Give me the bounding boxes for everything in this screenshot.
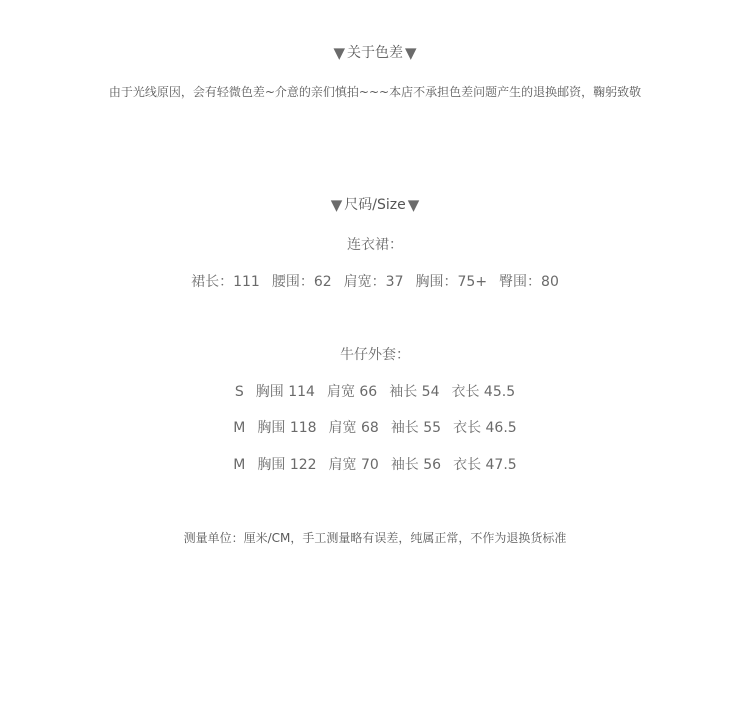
jacket-row (0, 381, 750, 401)
jacket-sleeve: 袖长 56 (390, 457, 442, 473)
color-title: 关于色差 (347, 45, 403, 61)
triangle-down-icon: ▼ (330, 196, 343, 214)
jacket-length: 衣长 45.5 (451, 384, 516, 400)
size-heading (0, 194, 750, 214)
jacket-shoulder: 肩宽 70 (328, 457, 379, 473)
dress-bust: 胸围：75+ (415, 274, 488, 290)
dress-hip: 臀围：80 (499, 274, 559, 290)
triangle-down-icon: ▼ (333, 44, 345, 62)
size-title: 尺码/Size (344, 197, 406, 213)
jacket-size: S (234, 384, 244, 400)
jacket-size: M (233, 457, 246, 473)
triangle-down-icon: ▼ (405, 44, 417, 62)
jacket-size: M (233, 420, 246, 436)
jacket-bust: 胸围 118 (257, 420, 317, 436)
dress-measurements (0, 271, 750, 291)
jacket-sleeve: 袖长 54 (389, 384, 440, 400)
jacket-length: 衣长 47.5 (453, 457, 517, 473)
dress-waist: 腰围：62 (271, 274, 332, 290)
color-note: 由于光线原因，会有轻微色差~介意的亲们慎拍~~~本店不承担色差问题产生的退换邮资，鞠躬致敬 (108, 85, 642, 99)
jacket-row (0, 417, 750, 437)
measurement-footnote: 测量单位：厘米/CM，手工测量略有误差，纯属正常，不作为退换货标准 (183, 531, 567, 545)
jacket-label: 牛仔外套： (340, 347, 410, 363)
jacket-sleeve: 袖长 55 (390, 420, 442, 436)
color-heading (0, 42, 750, 62)
jacket-shoulder: 肩宽 66 (326, 384, 378, 400)
triangle-down-icon: ▼ (407, 196, 420, 214)
dress-label: 连衣裙： (347, 237, 403, 253)
jacket-length: 衣长 46.5 (453, 420, 517, 436)
jacket-bust: 胸围 114 (255, 384, 315, 400)
jacket-bust: 胸围 122 (257, 457, 317, 473)
dress-shoulder: 肩宽：37 (343, 274, 404, 290)
jacket-shoulder: 肩宽 68 (328, 420, 379, 436)
dress-length: 裙长：111 (191, 274, 260, 290)
jacket-row (0, 454, 750, 474)
